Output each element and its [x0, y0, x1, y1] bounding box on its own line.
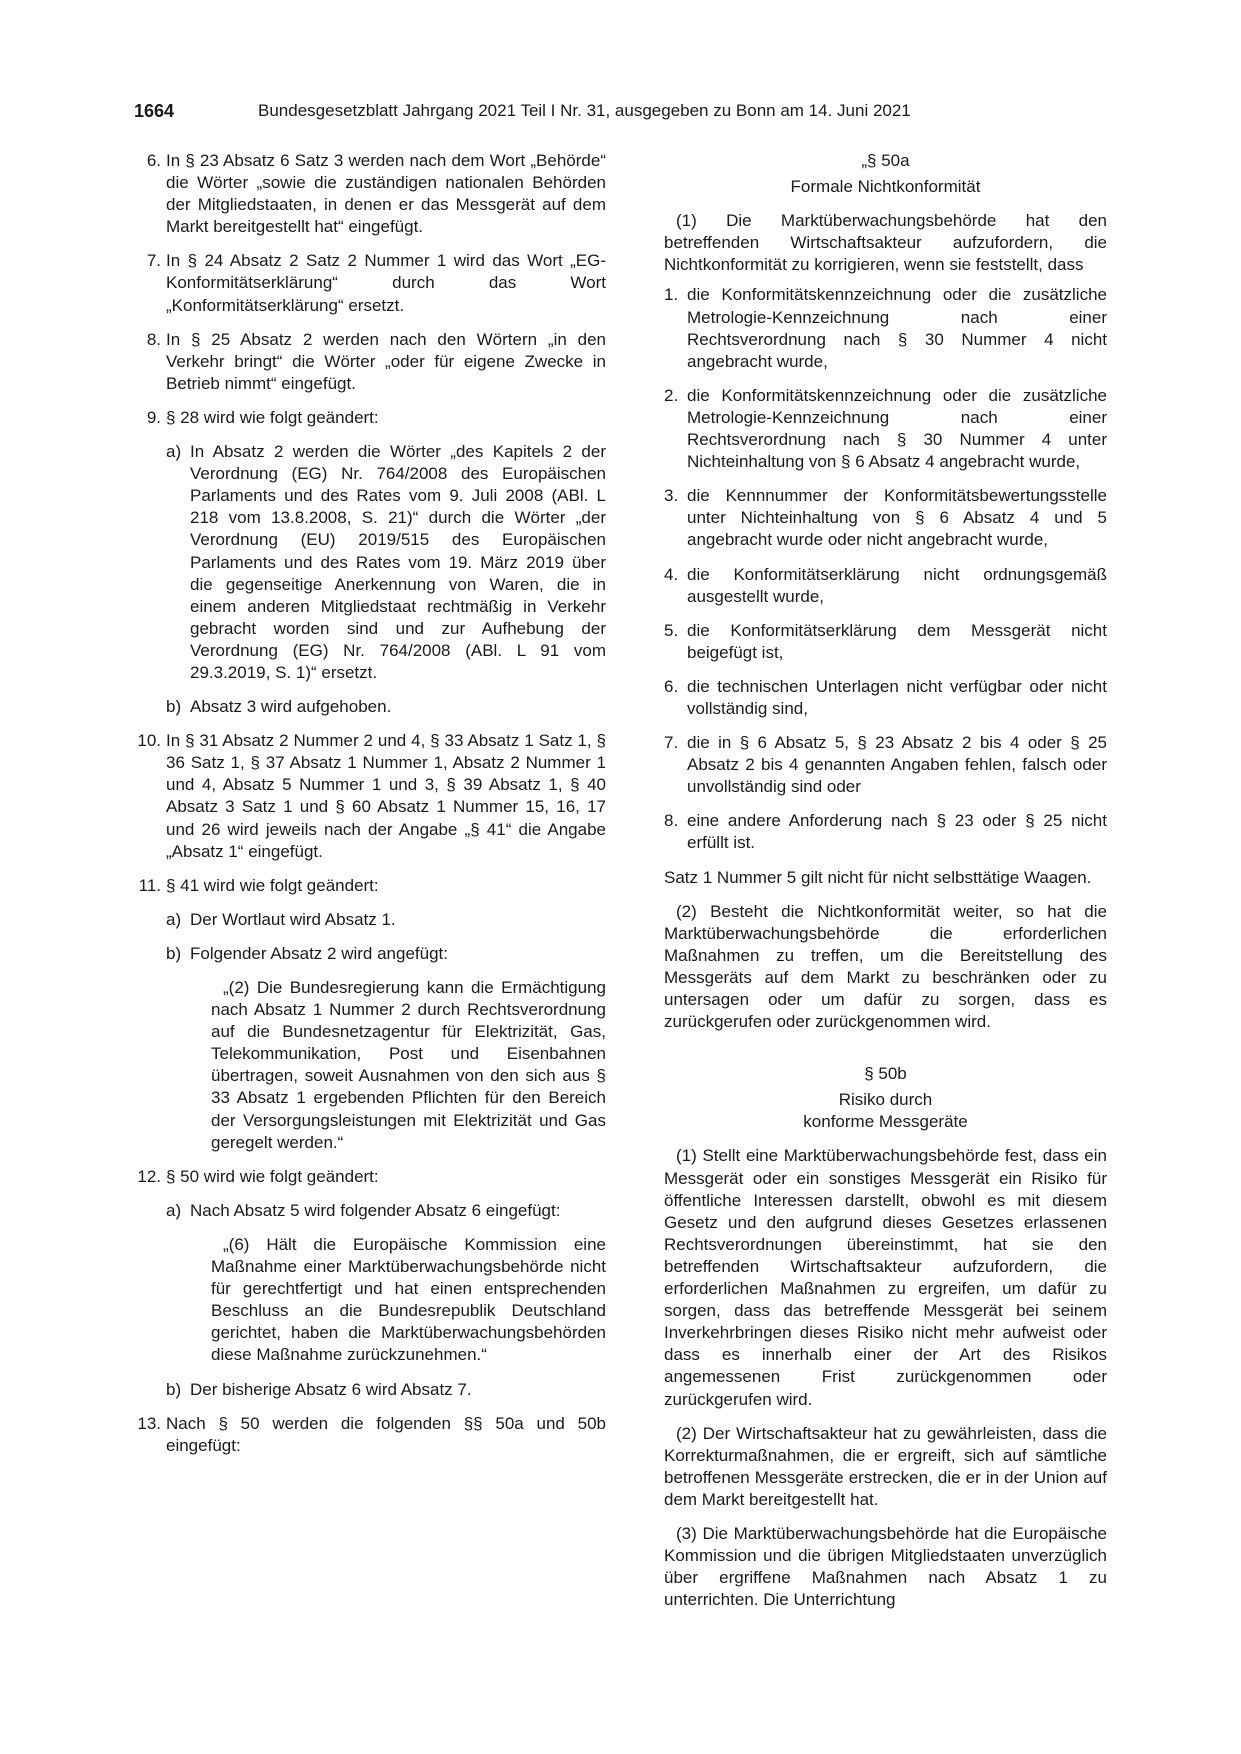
- quoted-provision: [134, 977, 606, 1154]
- sub-item-letter: b): [166, 1379, 182, 1399]
- sub-item: [134, 1379, 606, 1401]
- condition-text: eine andere Anforderung nach § 23 oder § 25 nicht erfüllt ist.: [687, 811, 1107, 853]
- section-heading-50a: „§ 50a: [861, 151, 910, 170]
- sub-item-letter: b): [166, 943, 182, 963]
- amendment-item: [134, 1413, 606, 1457]
- item-number: 7.: [146, 251, 161, 271]
- condition-text: die in § 6 Absatz 5, § 23 Absatz 2 bis 4 oder § 25 Absatz 2 bis 4 genannten Angaben fehlen, falsch oder unvollständig sind oder: [687, 733, 1107, 797]
- quoted-text: „(2) Die Bundesregierung kann die Ermächtigung nach Absatz 1 Nummer 2 durch Rechtsverordnung auf die Bundesnetzagentur für Elektrizität, Gas, Telekommunikation, Post und Eisenbahnen übertragen, soweit Ausnahmen von den sich aus § 33 Absatz 1 ergebenden Pflichten für den Bereich der Versorgungsleistungen mit Elektrizität und Gas geregelt werden.“: [211, 978, 606, 1152]
- sub-item-letter: a): [166, 909, 182, 929]
- condition-text: die Kennnummer der Konformitätsbewertungsstelle unter Nichteinhaltung von § 6 Absatz 4 und 5 angebracht wurde oder nicht angebracht wurde,: [687, 486, 1107, 550]
- quoted-provision: [134, 1234, 606, 1367]
- page-header: [134, 100, 1107, 123]
- amendment-item: [134, 407, 606, 429]
- amendment-item: [134, 150, 606, 238]
- condition-item: [664, 485, 1107, 551]
- condition-number: 7.: [664, 733, 679, 753]
- sub-item: [134, 696, 606, 718]
- quoted-text: „(6) Hält die Europäische Kommission eine Maßnahme einer Marktüberwachungsbehörde nicht für gerechtfertigt und hat einen entsprechenden Beschluss an die Bundesrepublik Deutschland gerichtet, haben die Marktüberwachungsbehörden diese Maßnahme zurückzunehmen.“: [211, 1234, 606, 1365]
- sub-item: [134, 943, 606, 965]
- section-title-50a: Formale Nichtkonformität: [790, 177, 981, 197]
- condition-item: [664, 732, 1107, 798]
- condition-number: 4.: [664, 564, 679, 584]
- item-number: 9.: [146, 407, 161, 427]
- condition-text: die Konformitätserklärung dem Messgerät nicht beigefügt ist,: [687, 620, 1107, 662]
- item-text: Nach § 50 werden die folgenden §§ 50a und 50b eingefügt:: [166, 1413, 606, 1455]
- amendment-item: [134, 730, 606, 863]
- amendment-item: [134, 250, 606, 316]
- condition-text: die Konformitätskennzeichnung oder die zusätzliche Metrologie-Kennzeichnung nach einer Rechtsverordnung nach § 30 Nummer 4 unter Nichteinhaltung von § 6 Absatz 4 angebracht wurde,: [687, 385, 1107, 472]
- paragraph-2-50b: (2) Der Wirtschaftsakteur hat zu gewährleisten, dass die Korrekturmaßnahmen, die er ergreift, sich auf sämtliche betroffenen Messgeräte erstrecken, die er in der Union auf dem Markt bereitgestellt hat.: [664, 1423, 1107, 1509]
- item-text: In § 25 Absatz 2 werden nach den Wörtern „in den Verkehr bringt“ die Wörter „oder für eigene Zwecke in Betrieb nimmt“ eingefügt.: [166, 329, 606, 393]
- section-heading-50b: § 50b: [864, 1064, 907, 1084]
- item-number: 13.: [137, 1413, 161, 1433]
- exception-sentence: Satz 1 Nummer 5 gilt nicht für nicht selbsttätige Waagen.: [664, 867, 1092, 887]
- sub-item-letter: a): [166, 1200, 182, 1220]
- item-text: In § 23 Absatz 6 Satz 3 werden nach dem Wort „Behörde“ die Wörter „sowie die zuständigen nationalen Behörden der Mitgliedstaaten, in denen er das Messgerät auf dem Markt bereitgestellt hat“ eingefügt.: [166, 151, 606, 237]
- sub-item: [134, 1200, 606, 1222]
- item-text: § 41 wird wie folgt geändert:: [166, 875, 379, 895]
- item-number: 8.: [146, 329, 161, 349]
- condition-number: 3.: [664, 486, 679, 506]
- left-column: [134, 150, 606, 1469]
- section-title-50b-line2: konforme Messgeräte: [803, 1112, 968, 1132]
- sub-item-letter: a): [166, 442, 182, 462]
- condition-item: [664, 810, 1107, 854]
- sub-item-letter: b): [166, 697, 182, 717]
- sub-item-text: Absatz 3 wird aufgehoben.: [190, 697, 392, 717]
- condition-item: [664, 385, 1107, 473]
- sub-item-text: In Absatz 2 werden die Wörter „des Kapitels 2 der Verordnung (EG) Nr. 764/2008 des Europäischen Parlaments und des Rates vom 9. Juli 2008 (ABl. L 218 vom 13.8.2008, S. 21)“ durch die Wörter „der Verordnung (EU) 2019/515 des Europäischen Parlaments und des Rates vom 19. März 2019 über die gegenseitige Anerkennung von Waren, die in einem anderen Mitgliedstaat rechtmäßig in Verkehr gebracht worden sind und zur Aufhebung der Verordnung (EG) Nr. 764/2008 (ABl. L 91 vom 29.3.2019, S. 1)“ ersetzt.: [190, 442, 606, 682]
- item-text: § 50 wird wie folgt geändert:: [166, 1166, 379, 1186]
- item-text: In § 24 Absatz 2 Satz 2 Nummer 1 wird das Wort „EG-Konformitätserklärung“ durch das Wort „Konformitätserklärung“ ersetzt.: [166, 251, 606, 315]
- condition-number: 5.: [664, 620, 679, 640]
- item-number: 11.: [138, 875, 161, 895]
- paragraph-1-50b: (1) Stellt eine Marktüberwachungsbehörde fest, dass ein Messgerät oder ein sonstiges Messgerät ein Risiko für öffentliche Interessen darstellt, obwohl es mit diesem Gesetz und den aufgrund dieses Gesetzes erlassenen Rechtsverordnungen übereinstimmt, hat sie den betreffenden Wirtschaftsakteur aufzufordern, die erforderlichen Maßnahmen zu ergreifen, um dafür zu sorgen, dass das betreffende Messgerät bei seinem Inverkehrbringen dieses Risiko nicht mehr aufweist oder dass es innerhalb einer der Art des Risikos angemessenen Frist zurückgenommen oder zurückgerufen wird.: [664, 1146, 1107, 1409]
- condition-number: 8.: [664, 811, 679, 831]
- sub-item-text: Nach Absatz 5 wird folgender Absatz 6 eingefügt:: [190, 1200, 561, 1220]
- condition-text: die Konformitätskennzeichnung oder die zusätzliche Metrologie-Kennzeichnung nach einer Rechtsverordnung nach § 30 Nummer 4 nicht angebracht wurde,: [687, 285, 1107, 371]
- sub-item-text: Der bisherige Absatz 6 wird Absatz 7.: [190, 1379, 472, 1399]
- item-number: 10.: [137, 731, 161, 751]
- amendment-item: [134, 329, 606, 395]
- condition-item: [664, 284, 1107, 372]
- condition-number: 6.: [664, 676, 679, 696]
- condition-item: [664, 564, 1107, 608]
- condition-item: [664, 620, 1107, 664]
- condition-number: 2.: [664, 385, 679, 405]
- paragraph-3-50b: (3) Die Marktüberwachungsbehörde hat die Europäische Kommission und die übrigen Mitgliedstaaten unverzüglich über ergriffene Maßnahmen nach Absatz 1 zu unterrichten. Die Unterrichtung: [664, 1523, 1107, 1610]
- gazette-issue-title: Bundesgesetzblatt Jahrgang 2021 Teil I Nr. 31, ausgegeben zu Bonn am 14. Juni 2021: [258, 101, 911, 120]
- item-text: In § 31 Absatz 2 Nummer 2 und 4, § 33 Absatz 1 Satz 1, § 36 Satz 1, § 37 Absatz 1 Nummer 1, Absatz 2 Nummer 1 und 4, Absatz 5 Nummer 1 und 3, § 39 Absatz 1, § 40 Absatz 3 Satz 1 und § 60 Absatz 1 Nummer 15, 16, 17 und 26 wird jeweils nach der Angabe „§ 41“ die Angabe „Absatz 1“ eingefügt.: [166, 731, 606, 861]
- condition-text: die technischen Unterlagen nicht verfügbar oder nicht vollständig sind,: [687, 676, 1107, 718]
- condition-text: die Konformitätserklärung nicht ordnungsgemäß ausgestellt wurde,: [687, 564, 1107, 606]
- condition-number: 1.: [664, 285, 679, 305]
- sub-item-text: Folgender Absatz 2 wird angefügt:: [190, 943, 448, 963]
- amendment-item: [134, 1166, 606, 1188]
- item-number: 6.: [146, 151, 161, 170]
- page-number: 1664: [134, 101, 175, 121]
- right-column: [664, 150, 1107, 1611]
- amendment-item: [134, 875, 606, 897]
- sub-item: [134, 441, 606, 684]
- item-number: 12.: [137, 1166, 161, 1186]
- sub-item: [134, 909, 606, 931]
- section-title-50b-line1: Risiko durch: [838, 1090, 933, 1110]
- condition-item: [664, 676, 1107, 720]
- sub-item-text: Der Wortlaut wird Absatz 1.: [190, 909, 396, 929]
- paragraph-2-50a: (2) Besteht die Nichtkonformität weiter, so hat die Marktüberwachungsbehörde die erforderlichen Maßnahmen zu treffen, um die Bereitstellung des Messgeräts auf dem Markt zu beschränken oder zu untersagen oder um dafür zu sorgen, dass es zurückgerufen oder zurückgenommen wird.: [664, 901, 1107, 1032]
- paragraph-1-50a: (1) Die Marktüberwachungsbehörde hat den betreffenden Wirtschaftsakteur aufzufordern, die Nichtkonformität zu korrigieren, wenn sie feststellt, dass: [664, 211, 1107, 275]
- item-text: § 28 wird wie folgt geändert:: [166, 407, 379, 427]
